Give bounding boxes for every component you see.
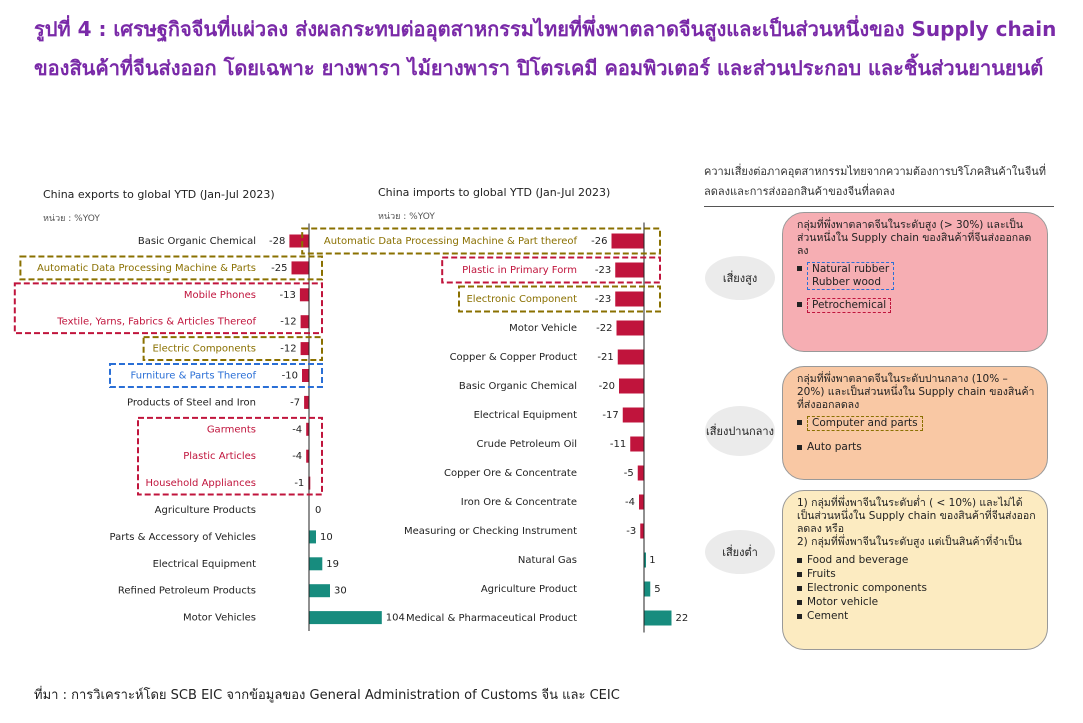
data-label: 19 bbox=[326, 558, 340, 570]
bar bbox=[292, 261, 310, 274]
risk-label-low: เสี่ยงต่ำ bbox=[705, 530, 775, 574]
bar bbox=[623, 408, 644, 423]
category-label: Parts & Accessory of Vehicles bbox=[109, 531, 256, 543]
risk-low-item: Fruits bbox=[797, 568, 1037, 581]
data-label: -22 bbox=[596, 323, 613, 334]
category-label: Measuring or Checking Instrument bbox=[403, 526, 577, 537]
risk-divider bbox=[704, 206, 1054, 207]
bar bbox=[304, 396, 309, 409]
category-label: Electric Components bbox=[152, 343, 256, 355]
data-label: 10 bbox=[320, 531, 333, 543]
data-label: -26 bbox=[591, 236, 608, 247]
imports-chart-title: China imports to global YTD (Jan-Jul 2023) bbox=[378, 186, 611, 199]
category-label: Automatic Data Processing Machine & Parts bbox=[36, 262, 256, 274]
risk-box-mid bbox=[782, 366, 1048, 480]
bar bbox=[619, 379, 644, 394]
category-label: Crude Petroleum Oil bbox=[476, 439, 577, 450]
category-label: Electrical Equipment bbox=[152, 558, 256, 570]
bar bbox=[301, 315, 309, 328]
bar bbox=[638, 466, 644, 481]
data-label: -10 bbox=[281, 370, 298, 382]
category-label: Garments bbox=[206, 424, 256, 436]
risk-label-high: เสี่ยงสูง bbox=[705, 256, 775, 300]
category-label: Automatic Data Processing Machine & Part thereof bbox=[323, 236, 577, 247]
data-label: -11 bbox=[609, 439, 627, 450]
bar bbox=[309, 584, 330, 597]
risk-mid-desc: กลุ่มที่พึ่งพาตลาดจีนในระดับปานกลาง (10% – 20%) และเป็นส่วนหนึ่งใน Supply chain ของสินค้าที่ส่งออกลดลง bbox=[797, 373, 1035, 411]
data-label: -12 bbox=[280, 316, 297, 328]
data-label: -4 bbox=[292, 451, 303, 463]
data-label: -23 bbox=[594, 294, 612, 305]
data-label: -21 bbox=[597, 352, 614, 363]
bar bbox=[301, 342, 309, 355]
risk-low-item: Electronic components bbox=[797, 582, 1037, 595]
data-label: -1 bbox=[294, 478, 305, 490]
risk-mid-item: Computer and parts bbox=[797, 416, 1037, 431]
bar bbox=[618, 350, 644, 365]
imports-chart-unit: หน่วย : %YOY bbox=[378, 212, 435, 222]
category-label: Mobile Phones bbox=[183, 289, 256, 301]
data-label: -25 bbox=[271, 262, 288, 274]
data-label: -13 bbox=[279, 289, 296, 301]
data-label: -7 bbox=[290, 397, 301, 409]
bar bbox=[615, 263, 644, 278]
bar bbox=[612, 234, 645, 249]
data-label: -28 bbox=[269, 236, 286, 247]
page-title: รูปที่ 4 : เศรษฐกิจจีนที่แผ่วลง ส่งผลกระทบต่ออุตสาหกรรมไทยที่พึ่งพาตลาดจีนสูงและเป็นส่วนหนึ่งของ Supply chain ของสินค้าที่จีนส่งออก โดยเฉพาะ ยางพารา ไม้ยางพารา ปิโตรเคมี คอมพิวเตอร์ และส่วนประกอบ และชิ้นส่วนยานยนต์ bbox=[34, 17, 1057, 80]
data-label: 104 bbox=[385, 612, 405, 624]
category-label: Refined Petroleum Products bbox=[117, 585, 256, 597]
category-label: Natural Gas bbox=[517, 555, 577, 566]
category-label: Copper Ore & Concentrate bbox=[444, 468, 577, 479]
data-label: 5 bbox=[654, 584, 661, 595]
chart-1-bars bbox=[302, 223, 688, 633]
category-label: Plastic in Primary Form bbox=[462, 265, 577, 276]
category-label: Motor Vehicle bbox=[509, 323, 577, 334]
data-label: -20 bbox=[598, 381, 615, 392]
category-label: Plastic Articles bbox=[183, 451, 256, 463]
category-label: Agriculture Product bbox=[480, 584, 577, 595]
data-label: -12 bbox=[280, 343, 297, 355]
category-label: Electronic Component bbox=[466, 294, 577, 305]
bar bbox=[644, 611, 672, 626]
bar bbox=[309, 611, 382, 624]
data-label: -17 bbox=[602, 410, 619, 421]
bar bbox=[615, 292, 644, 307]
category-label: Basic Organic Chemical bbox=[458, 381, 577, 392]
bar bbox=[289, 235, 309, 248]
exports-chart-unit: หน่วย : %YOY bbox=[43, 214, 100, 224]
category-label: Textile, Yarns, Fabrics & Articles Thereof bbox=[57, 316, 256, 328]
risk-mid-item: Auto parts bbox=[797, 441, 1037, 454]
data-label: 1 bbox=[649, 555, 656, 566]
category-label: Basic Organic Chemical bbox=[137, 236, 256, 247]
risk-box-high bbox=[782, 212, 1048, 352]
risk-label-mid: เสี่ยงปานกลาง bbox=[705, 406, 775, 456]
category-label: Household Appliances bbox=[145, 478, 256, 490]
bar bbox=[630, 437, 644, 452]
source-note: ที่มา : การวิเคราะห์โดย SCB EIC จากข้อมูลของ General Administration of Customs จีน และ CEIC bbox=[34, 688, 620, 703]
chart-0-bars bbox=[15, 224, 405, 632]
risk-low-desc-1: 1) กลุ่มที่พึ่งพาจีนในระดับต่ำ ( < 10%) และไม่ได้เป็นส่วนหนึ่งใน Supply chain ของสินค้าที่จีนส่งออกลดลง หรือ bbox=[797, 497, 1036, 535]
data-label: 0 bbox=[315, 505, 322, 516]
bar bbox=[302, 369, 309, 382]
risk-box-low bbox=[782, 490, 1048, 650]
risk-low-desc-2: 2) กลุ่มที่พึ่งพาจีนในระดับสูง แต่เป็นสินค้าที่จำเป็น bbox=[797, 536, 1022, 548]
category-label: Medical & Pharmaceutical Product bbox=[405, 613, 577, 624]
category-label: Electrical Equipment bbox=[473, 410, 577, 421]
exports-chart-title: China exports to global YTD (Jan-Jul 2023) bbox=[43, 188, 275, 201]
category-label: Furniture & Parts Thereof bbox=[130, 370, 256, 382]
risk-heading: ความเสี่ยงต่อภาคอุตสาหกรรมไทยจากความต้องการบริโภคสินค้าในจีนที่ลดลงและการส่งออกสินค้าของจีนที่ลดลง bbox=[704, 165, 1047, 198]
bar bbox=[640, 524, 644, 539]
risk-low-item: Cement bbox=[797, 610, 1037, 623]
bar bbox=[639, 495, 644, 510]
category-label: Iron Ore & Concentrate bbox=[460, 497, 577, 508]
bar bbox=[309, 530, 316, 543]
data-label: 22 bbox=[675, 613, 689, 624]
risk-high-item: Petrochemical bbox=[797, 298, 1037, 313]
risk-low-item: Motor vehicle bbox=[797, 596, 1037, 609]
risk-low-item: Food and beverage bbox=[797, 554, 1037, 567]
data-label: -23 bbox=[594, 265, 612, 276]
bar bbox=[300, 288, 309, 301]
data-label: -5 bbox=[623, 468, 634, 479]
data-label: -4 bbox=[292, 424, 303, 436]
category-label: Products of Steel and Iron bbox=[127, 397, 256, 409]
risk-high-desc: กลุ่มที่พึ่งพาตลาดจีนในระดับสูง (> 30%) และเป็นส่วนหนึ่งใน Supply chain ของสินค้าที่จีนส่งออกลดลง bbox=[797, 219, 1032, 257]
bar bbox=[617, 321, 645, 336]
bar bbox=[309, 557, 322, 570]
category-label: Agriculture Products bbox=[154, 505, 256, 516]
category-label: Copper & Copper Product bbox=[449, 352, 577, 363]
data-label: -3 bbox=[626, 526, 637, 537]
risk-high-item: Natural rubber Rubber wood bbox=[797, 262, 1037, 290]
data-label: 30 bbox=[334, 585, 347, 597]
data-label: -4 bbox=[625, 497, 635, 508]
bar bbox=[644, 582, 650, 597]
category-label: Motor Vehicles bbox=[182, 612, 256, 624]
